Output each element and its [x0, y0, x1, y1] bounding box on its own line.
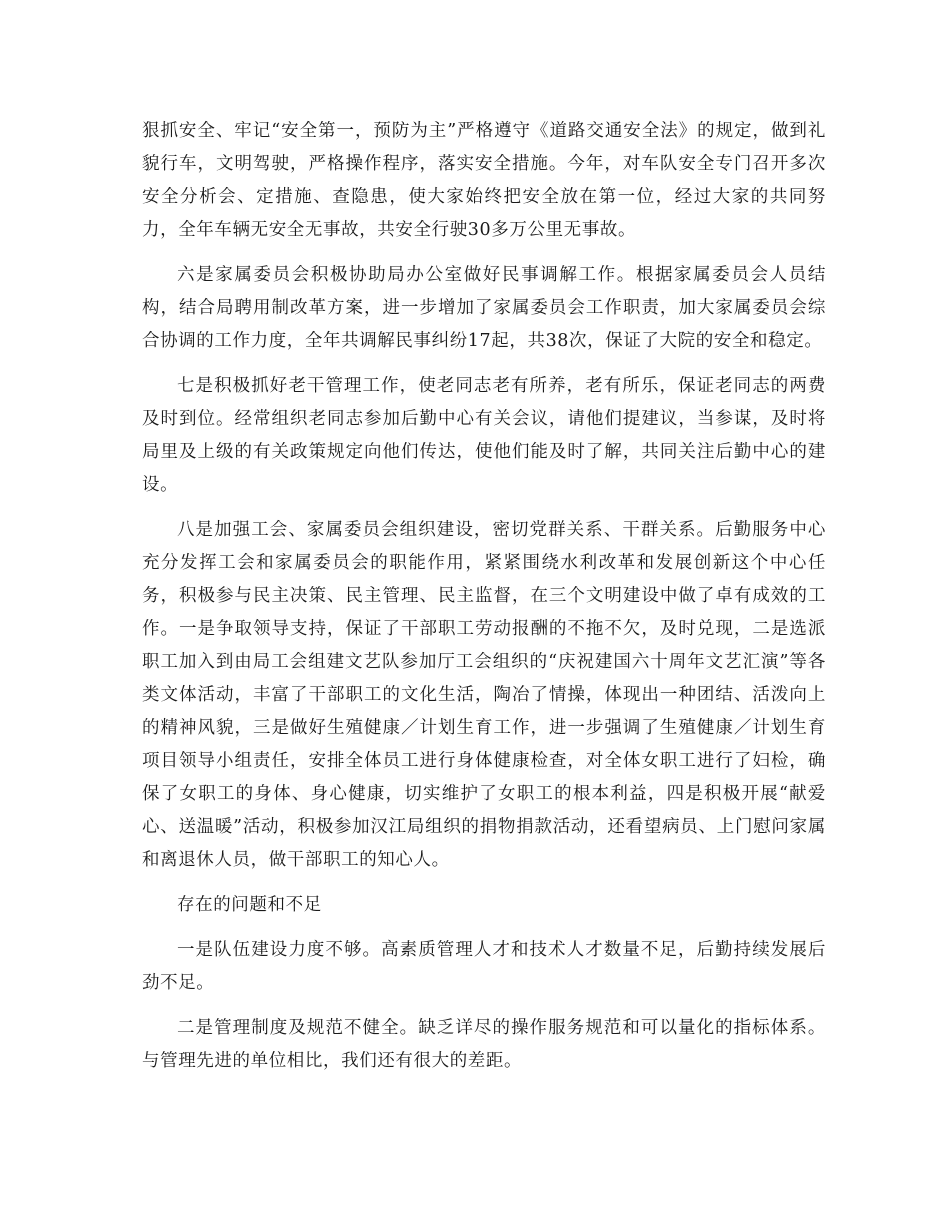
paragraph-union-building: 八是加强工会、家属委员会组织建设，密切党群关系、干群关系。后勤服务中心充分发挥工会和家属委员会的职能作用，紧紧围绕水利改革和发展创新这个中心任务，积极参与民主决策、民主管理、民主监督，在三个文明建设中做了卓有成效的工作。一是争取领导支持，保证了干部职工劳动报酬的不拖不欠，及时兑现，二是选派职工加入到由局工会组建文艺队参加厅工会组织的“庆祝建国六十周年文艺汇演”等各类文体活动，丰富了干部职工的文化生活，陶冶了情操，体现出一种团结、活泼向上的精神风貌，三是做好生殖健康／计划生育工作，进一步强调了生殖健康／计划生育项目领导小组责任，安排全体员工进行身体健康检查，对全体女职工进行了妇检，确保了女职工的身体、身心健康，切实维护了女职工的根本利益，四是积极开展“献爱心、送温暖”活动，积极参加汉江局组织的捐物捐款活动，还看望病员、上门慰问家属和离退休人员，做干部职工的知心人。 [142, 520, 826, 870]
paragraph-problem-1: 一是队伍建设力度不够。高素质管理人才和技术人才数量不足，后勤持续发展后劲不足。 [142, 940, 826, 993]
paragraph-safety-continued: 狠抓安全、牢记“安全第一，预防为主”严格遵守《道路交通安全法》的规定，做到礼貌行车，文明驾驶，严格操作程序，落实安全措施。今年，对车队安全专门召开多次安全分析会、定措施、查隐患，使大家始终把安全放在第一位，经过大家的共同努力，全年车辆无安全无事故，共安全行驶30多万公里无事故。 [142, 121, 826, 240]
section-heading-problems: 存在的问题和不足 [177, 895, 322, 915]
paragraph-problem-2: 二是管理制度及规范不健全。缺乏详尽的操作服务规范和可以量化的指标体系。与管理先进的单位相比，我们还有很大的差距。 [142, 1018, 826, 1071]
paragraph-retired-cadres: 七是积极抓好老干管理工作，使老同志老有所养，老有所乐，保证老同志的两费及时到位。经常组织老同志参加后勤中心有关会议，请他们提建议，当参谋，及时将局里及上级的有关政策规定向他们传达，使他们能及时了解，共同关注后勤中心的建设。 [142, 376, 826, 495]
paragraph-family-committee: 六是家属委员会积极协助局办公室做好民事调解工作。根据家属委员会人员结构，结合局聘用制改革方案，进一步增加了家属委员会工作职责，加大家属委员会综合协调的工作力度，全年共调解民事纠纷17起，共38次，保证了大院的安全和稳定。 [142, 265, 826, 351]
document-body [142, 115, 826, 1090]
